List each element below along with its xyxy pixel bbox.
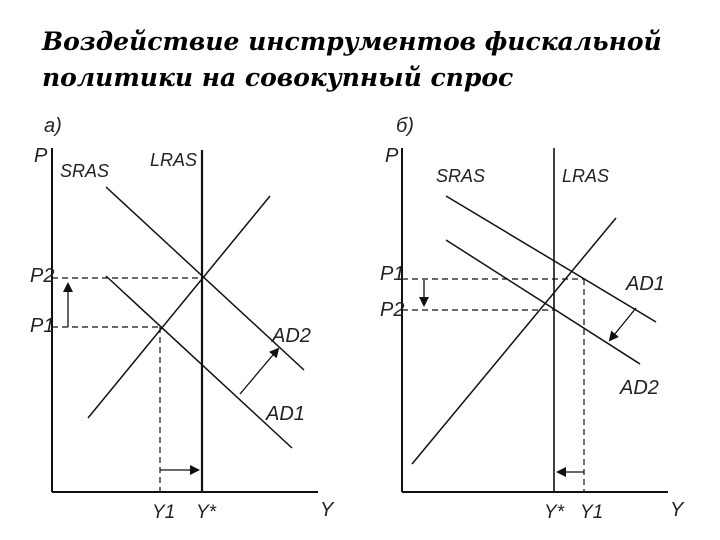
panel-b-sras-line — [412, 218, 616, 464]
panel-a-letter: а) — [44, 115, 62, 137]
title-line-1: Воздействие инструментов фискальной — [42, 27, 662, 56]
panel-b — [380, 115, 685, 523]
panel-a-ad1-label: AD1 — [266, 403, 305, 425]
panel-b-sras-label: SRAS — [436, 166, 486, 186]
panel-b-lras-label: LRAS — [562, 166, 610, 186]
panel-b-letter: б) — [396, 115, 414, 137]
panel-a-axis-p-label: P — [34, 145, 48, 167]
panel-b-ad2-line — [446, 240, 640, 364]
panel-a-lras-label: LRAS — [150, 150, 198, 170]
panel-b-ad2-label: AD2 — [620, 377, 659, 399]
panel-a-y-left-label: Y1 — [152, 502, 176, 523]
panel-b-ad1-line — [446, 196, 656, 322]
panel-b-axis-p-label: P — [385, 145, 399, 167]
panel-a-y-right-label: Y* — [196, 502, 217, 523]
title-line-2: политики на совокупный спрос — [42, 63, 514, 92]
panel-b-axis-y-label: Y — [670, 499, 684, 521]
panel-a-p-lower-label: P1 — [30, 315, 55, 337]
panel-a-sras-label: SRAS — [60, 161, 110, 181]
panel-a — [30, 115, 335, 523]
panel-b-ad1-label: AD1 — [626, 273, 665, 295]
panel-a-axis-y-label: Y — [320, 499, 334, 521]
panel-b-ad-shift-arrow — [610, 308, 636, 340]
panel-b-y-right-label: Y1 — [580, 502, 604, 523]
panel-a-p-upper-label: P2 — [30, 265, 55, 287]
panel-a-ad-shift-arrow — [240, 349, 278, 394]
panel-a-sras-line — [88, 196, 270, 418]
panel-a-ad2-label: AD2 — [272, 325, 311, 347]
panel-b-p-upper-label: P1 — [380, 263, 405, 285]
panel-b-p-lower-label: P2 — [380, 299, 405, 321]
panel-b-y-left-label: Y* — [544, 502, 565, 523]
